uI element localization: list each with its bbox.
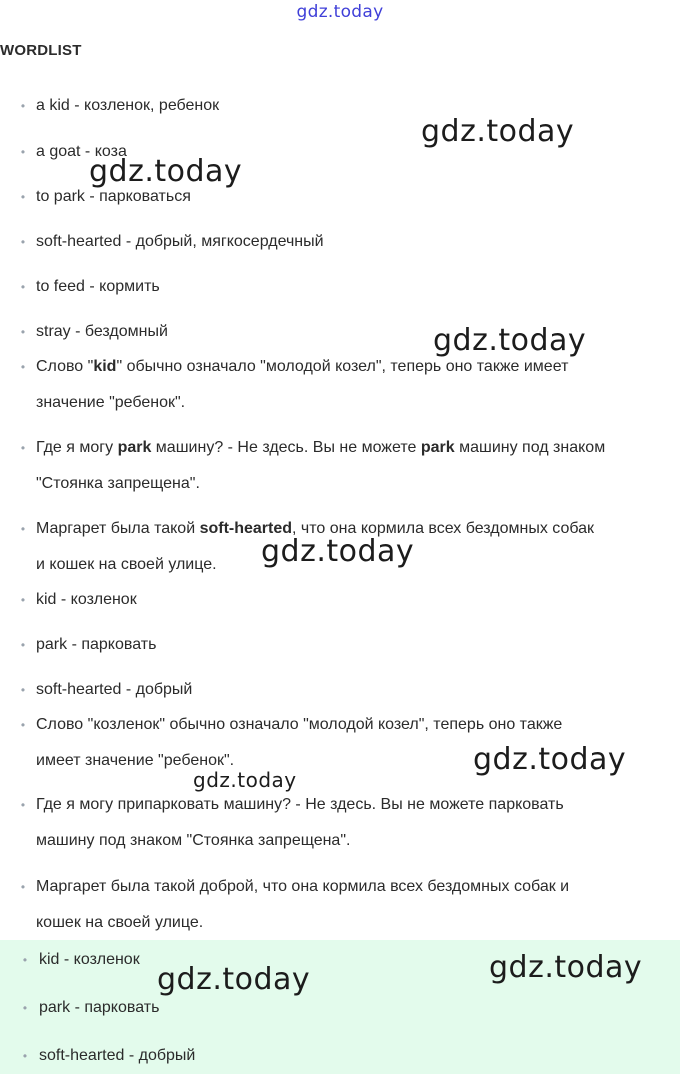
bullet-icon: • xyxy=(22,1001,28,1015)
bullet-icon: • xyxy=(20,638,26,652)
sentence-text: Маргарет была такой xyxy=(36,520,200,537)
bullet-icon: • xyxy=(20,593,26,607)
list-item-text: park - парковать xyxy=(36,636,157,653)
sentence-continuation: и кошек на своей улице. xyxy=(36,556,217,573)
bullet-icon: • xyxy=(22,953,28,967)
translation-continuation: имеет значение "ребенок". xyxy=(36,752,235,769)
bullet-icon: • xyxy=(20,798,26,812)
sentence-text: машину? - Не здесь. Вы не можете xyxy=(151,439,421,456)
watermark: gdz.today xyxy=(421,114,575,149)
watermark: gdz.today xyxy=(489,950,643,985)
sentence-text: машину под знаком xyxy=(454,439,606,456)
watermark: gdz.today xyxy=(193,768,297,792)
list-item xyxy=(20,179,191,215)
answer-text: park - парковать xyxy=(39,999,160,1016)
watermark: gdz.today xyxy=(433,323,587,358)
list-item xyxy=(20,314,168,350)
bullet-icon: • xyxy=(20,235,26,249)
sentence-keyword: kid xyxy=(93,358,117,375)
list-item-text: stray - бездомный xyxy=(36,323,168,340)
list-item-text: a goat - коза xyxy=(36,143,127,160)
answer-text: kid - козленок xyxy=(39,951,140,968)
sentence-item xyxy=(20,430,606,466)
watermark: gdz.today xyxy=(157,962,311,997)
list-item xyxy=(20,627,157,663)
sentence-text: , что она кормила всех бездомных собак xyxy=(292,520,595,537)
list-item-text: soft-hearted - добрый, мягкосердечный xyxy=(36,233,324,250)
sentence-continuation: "Стоянка запрещена". xyxy=(36,475,200,492)
list-item-text: to park - парковаться xyxy=(36,188,191,205)
answer-text: soft-hearted - добрый xyxy=(39,1047,196,1064)
wordlist-heading: WORDLIST xyxy=(0,42,82,59)
sentence-text: Слово " xyxy=(36,358,94,375)
list-item-text: soft-hearted - добрый xyxy=(36,681,193,698)
list-item xyxy=(20,582,137,618)
watermark: gdz.today xyxy=(261,534,415,569)
bullet-icon: • xyxy=(20,522,26,536)
translation-text: Маргарет была такой доброй, что она кормила всех бездомных собак и xyxy=(36,878,570,895)
sentence-item xyxy=(20,511,595,547)
translation-continuation: кошек на своей улице. xyxy=(36,914,204,931)
bullet-icon: • xyxy=(20,683,26,697)
bullet-icon: • xyxy=(20,145,26,159)
translation-text: Где я могу припарковать машину? - Не здесь. Вы не можете парковать xyxy=(36,796,564,813)
sentence-continuation: значение "ребенок". xyxy=(36,394,186,411)
watermark: gdz.today xyxy=(473,742,627,777)
list-item xyxy=(20,269,160,305)
list-item xyxy=(20,224,324,260)
translation-item xyxy=(20,869,570,905)
bullet-icon: • xyxy=(20,441,26,455)
list-item-text: a kid - козленок, ребенок xyxy=(36,97,220,114)
bullet-icon: • xyxy=(20,325,26,339)
translation-continuation: машину под знаком "Стоянка запрещена". xyxy=(36,832,351,849)
sentence-text: " обычно означало "молодой козел", теперь оно также имеет xyxy=(116,358,569,375)
list-item xyxy=(20,88,220,124)
answer-item xyxy=(22,949,140,971)
list-item xyxy=(20,672,193,708)
sentence-keyword: park xyxy=(420,439,455,456)
list-item-text: kid - козленок xyxy=(36,591,137,608)
sentence-item xyxy=(20,349,569,385)
bullet-icon: • xyxy=(22,1049,28,1063)
bullet-icon: • xyxy=(20,190,26,204)
bullet-icon: • xyxy=(20,880,26,894)
sentence-keyword: soft-hearted xyxy=(199,520,293,537)
translation-text: Слово "козленок" обычно означало "молодой козел", теперь оно также xyxy=(36,716,563,733)
translation-item xyxy=(20,787,564,823)
top-watermark: gdz.today xyxy=(296,2,384,22)
list-item xyxy=(20,134,127,170)
bullet-icon: • xyxy=(20,99,26,113)
sentence-keyword: park xyxy=(117,439,152,456)
bullet-icon: • xyxy=(20,360,26,374)
watermark: gdz.today xyxy=(89,154,243,189)
answer-item xyxy=(22,1045,196,1067)
bullet-icon: • xyxy=(20,280,26,294)
translation-item xyxy=(20,707,563,743)
answer-item xyxy=(22,997,160,1019)
list-item-text: to feed - кормить xyxy=(36,278,160,295)
sentence-text: Где я могу xyxy=(36,439,118,456)
bullet-icon: • xyxy=(20,718,26,732)
